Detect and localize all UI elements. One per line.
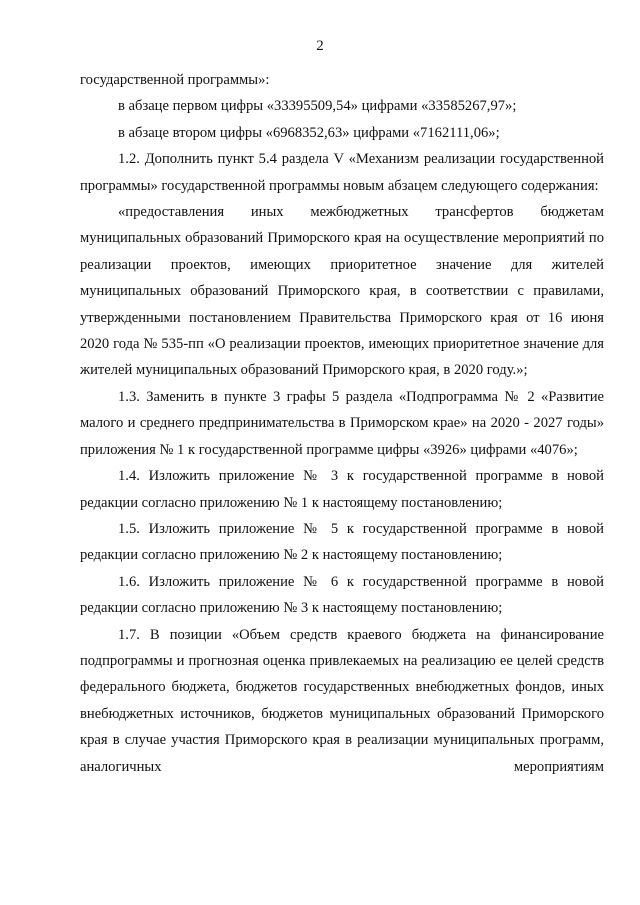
paragraph-item-1-6: 1.6. Изложить приложение № 6 к государственной программе в новой редакции согласно приложению № 3 к настоящему постановлению;: [80, 573, 604, 617]
paragraph-program-continuation: государственной программы»:: [80, 72, 270, 88]
paragraph-new-abzac-text: «предоставления иных межбюджетных трансфертов бюджетам муниципальных образований Приморского края на осуществление мероприятий по реализации проектов, имеющих приоритетное значение для жителей муниципальных образований Приморского края, в соответствии с правилами, утвержденными постановлением Правительства Приморского края от 16 июня 2020 года № 535-пп «О реализации проектов, имеющих приоритетное значение для жителей муниципальных образований Приморского края, в 2020 году.»;: [80, 204, 604, 379]
paragraph-item-1-5: 1.5. Изложить приложение № 5 к государственной программе в новой редакции согласно приложению № 2 к настоящему постановлению;: [80, 520, 604, 564]
document-body: [80, 67, 604, 780]
paragraph-first-abzac-change: в абзаце первом цифры «33395509,54» цифрами «33585267,97»;: [118, 98, 517, 115]
paragraph-item-1-4: 1.4. Изложить приложение № 3 к государственной программе в новой редакции согласно приложению № 1 к настоящему постановлению;: [80, 468, 604, 511]
paragraph-item-1-2: 1.2. Дополнить пункт 5.4 раздела V «Механизм реализации государственной программы» государственной программы новым абзацем следующего содержания:: [80, 151, 604, 194]
paragraph-item-1-3: 1.3. Заменить в пункте 3 графы 5 раздела «Подпрограмма № 2 «Развитие малого и среднего предпринимательства в Приморском крае» на 2020 - 2027 годы» приложения № 1 к государственной программе цифры «3926» цифрами «4076»;: [80, 388, 604, 458]
paragraph-item-1-7: 1.7. В позиции «Объем средств краевого бюджета на финансирование подпрограммы и прогнозная оценка привлекаемых на реализацию ее целей средств федерального бюджета, бюджетов государственных внебюджетных фондов, иных внебюджетных источников, бюджетов муниципальных образований Приморского края в случае участия Приморского края в реализации муниципальных программ, аналогичных мероприятиям: [80, 626, 604, 775]
paragraph-second-abzac-change: в абзаце втором цифры «6968352,63» цифрами «7162111,06»;: [118, 124, 500, 141]
page-number: 2: [316, 38, 324, 54]
